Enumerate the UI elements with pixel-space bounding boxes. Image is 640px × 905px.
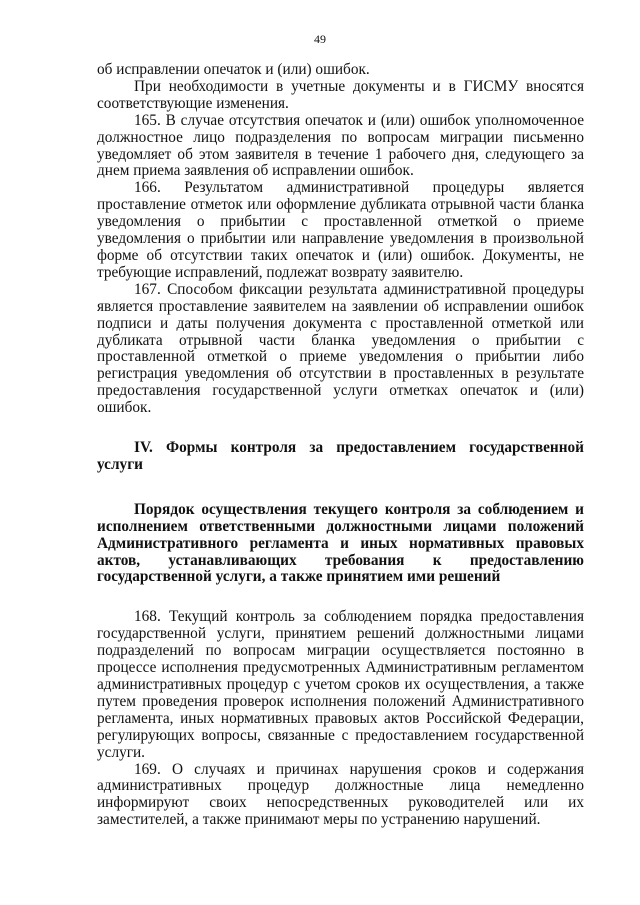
paragraph-gismu-changes: При необходимости в учетные документы и в ГИСМУ вносятся соответствующие изменения.	[97, 77, 584, 112]
paragraph-167: 167. Способом фиксации результата административной процедуры является проставление заявителем на заявлении об исправлении ошибок подписи и даты получения документа с проставленной отметкой или дубликата отрывной части бланка уведомления о прибытии с проставленной отметкой о приеме уведомления о прибытии либо регистрация уведомления об отсутствии в проставленных в результате предоставления государственной услуги отметках опечаток и (или) ошибок.	[97, 280, 584, 417]
document-body	[97, 62, 584, 829]
paragraph-168: 168. Текущий контроль за соблюдением порядка предоставления государственной услуги, принятием решений должностными лицами подразделений по вопросам миграции осуществляется постоянно в процессе исполнения предусмотренных Административным регламентом административных процедур с учетом сроков их осуществления, а также путем проведения проверок исполнения положений Административного регламента, иных нормативных правовых актов Российской Федерации, регулирующих вопросы, связанные с предоставлением государственной услуги.	[97, 608, 584, 761]
section-heading-iv: IV. Формы контроля за предоставлением государственной услуги	[97, 439, 584, 473]
paragraph-165: 165. В случае отсутствия опечаток и (или) ошибок уполномоченное должностное лицо подразделения по вопросам миграции письменно уведомляет об этом заявителя в течение 1 рабочего дня, следующего за днем приема заявления об исправлении ошибок.	[97, 111, 584, 180]
paragraph-166: 166. Результатом административной процедуры является проставление отметок или оформление дубликата отрывной части бланка уведомления о прибытии с проставленной отметкой о приеме уведомления о прибытии или направление уведомления в произвольной форме об отсутствии таких опечаток и (или) ошибок. Документы, не требующие исправлений, подлежат возврату заявителю.	[97, 179, 584, 281]
page-number: 49	[314, 32, 326, 46]
subsection-heading-current-control: Порядок осуществления текущего контроля за соблюдением и исполнением ответственными должностными лицами положений Административного регламента и иных нормативных правовых актов, устанавливающих требования к предоставлению государственной услуги, а также принятием ими решений	[97, 500, 584, 586]
paragraph-169: 169. О случаях и причинах нарушения сроков и содержания административных процедур должностные лица немедленно информируют своих непосредственных руководителей или их заместителей, а также принимают меры по устранению нарушений.	[97, 760, 584, 829]
paragraph-continuation: об исправлении опечаток и (или) ошибок.	[97, 61, 370, 78]
